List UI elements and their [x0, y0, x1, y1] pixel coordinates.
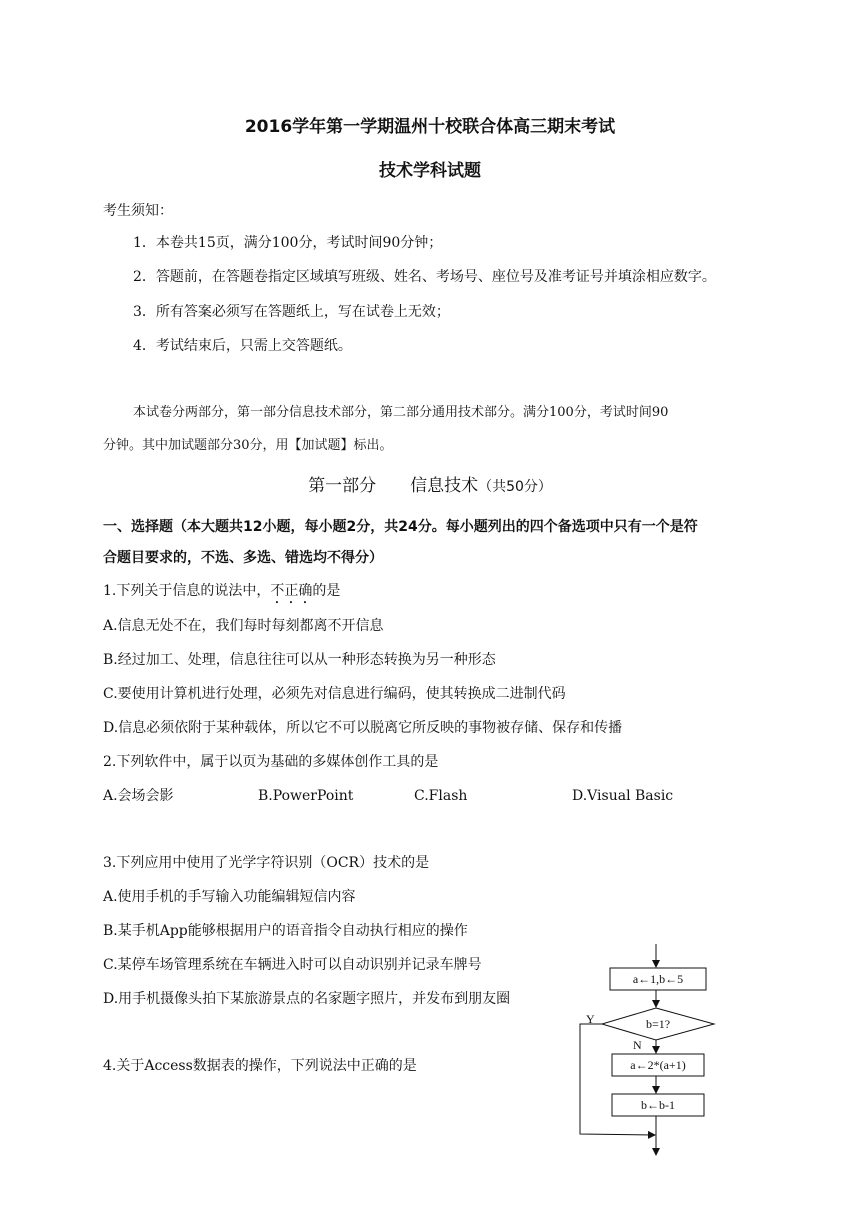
notice-item-4: 4．考试结束后，只需上交答题纸。 — [133, 338, 352, 354]
flow-yes-label: Y — [586, 1012, 595, 1026]
q2-option-b: B.PowerPoint — [258, 788, 354, 804]
intro-line-2: 分钟。其中加试题部分30分，用【加试题】标出。 — [103, 438, 393, 453]
q4-stem: 4.关于Access数据表的操作，下列说法中正确的是 — [103, 1058, 417, 1074]
flow-step1-text: a←2*(a+1) — [630, 1058, 686, 1072]
flowchart — [570, 938, 730, 1160]
notice-heading: 考生须知： — [103, 203, 173, 219]
q1-option-a: A.信息无处不在，我们每时每刻都离不开信息 — [103, 618, 384, 634]
q3-option-c: C.某停车场管理系统在车辆进入时可以自动识别并记录车牌号 — [103, 957, 482, 973]
part1-heading — [0, 476, 860, 497]
part1-score: （共50分） — [478, 479, 552, 495]
section1-instructions-2: 合题目要求的，不选、多选、错选均不得分） — [103, 550, 383, 566]
q1-stem-emphasis: 不正确 — [270, 583, 313, 599]
q1-option-d: D.信息必须依附于某种载体，所以它不可以脱离它所反映的事物被存储、保存和传播 — [103, 720, 623, 736]
notice-item-2: 2．答题前，在答题卷指定区域填写班级、姓名、考场号、座位号及准考证号并填涂相应数字。 — [133, 269, 716, 285]
q1-option-b: B.经过加工、处理，信息往往可以从一种形态转换为另一种形态 — [103, 652, 496, 668]
part1-title: 第一部分 信息技术 — [308, 476, 479, 496]
flow-no-label: N — [633, 1038, 642, 1052]
q2-option-d: D.Visual Basic — [572, 788, 674, 804]
q1-stem — [103, 581, 340, 607]
q3-option-b: B.某手机App能够根据用户的语音指令自动执行相应的操作 — [103, 923, 468, 939]
q2-stem: 2.下列软件中，属于以页为基础的多媒体创作工具的是 — [103, 754, 439, 770]
flow-init-text: a←1,b←5 — [632, 972, 684, 986]
exam-subtitle: 技术学科试题 — [379, 161, 481, 181]
q1-stem-post: 的是 — [312, 583, 341, 599]
q2-option-c: C.Flash — [414, 788, 468, 804]
section1-instructions-1: 一、选择题（本大题共12小题，每小题2分，共24分。每小题列出的四个备选项中只有一个是符 — [103, 519, 698, 535]
q3-option-a: A.使用手机的手写输入功能编辑短信内容 — [103, 889, 356, 905]
flow-step2-text: b←b-1 — [641, 1098, 675, 1112]
q3-stem: 3.下列应用中使用了光学字符识别（OCR）技术的是 — [103, 855, 430, 871]
notice-item-1: 1．本卷共15页，满分100分，考试时间90分钟； — [133, 235, 443, 251]
notice-item-3: 3．所有答案必须写在答题纸上，写在试卷上无效； — [133, 304, 450, 320]
q1-stem-pre: 1.下列关于信息的说法中， — [103, 583, 271, 599]
q3-option-d: D.用手机摄像头拍下某旅游景点的名家题字照片，并发布到朋友圈 — [103, 991, 511, 1007]
intro-line-1: 本试卷分两部分，第一部分信息技术部分，第二部分通用技术部分。满分100分，考试时间90 — [133, 405, 669, 420]
q1-option-c: C.要使用计算机进行处理，必须先对信息进行编码，使其转换成二进制代码 — [103, 686, 566, 702]
flow-condition-text: b=1? — [645, 1017, 671, 1031]
flow-yes-branch — [580, 1024, 654, 1135]
exam-title: 2016学年第一学期温州十校联合体高三期末考试 — [244, 117, 616, 137]
q2-option-a: A.会场会影 — [103, 788, 174, 804]
